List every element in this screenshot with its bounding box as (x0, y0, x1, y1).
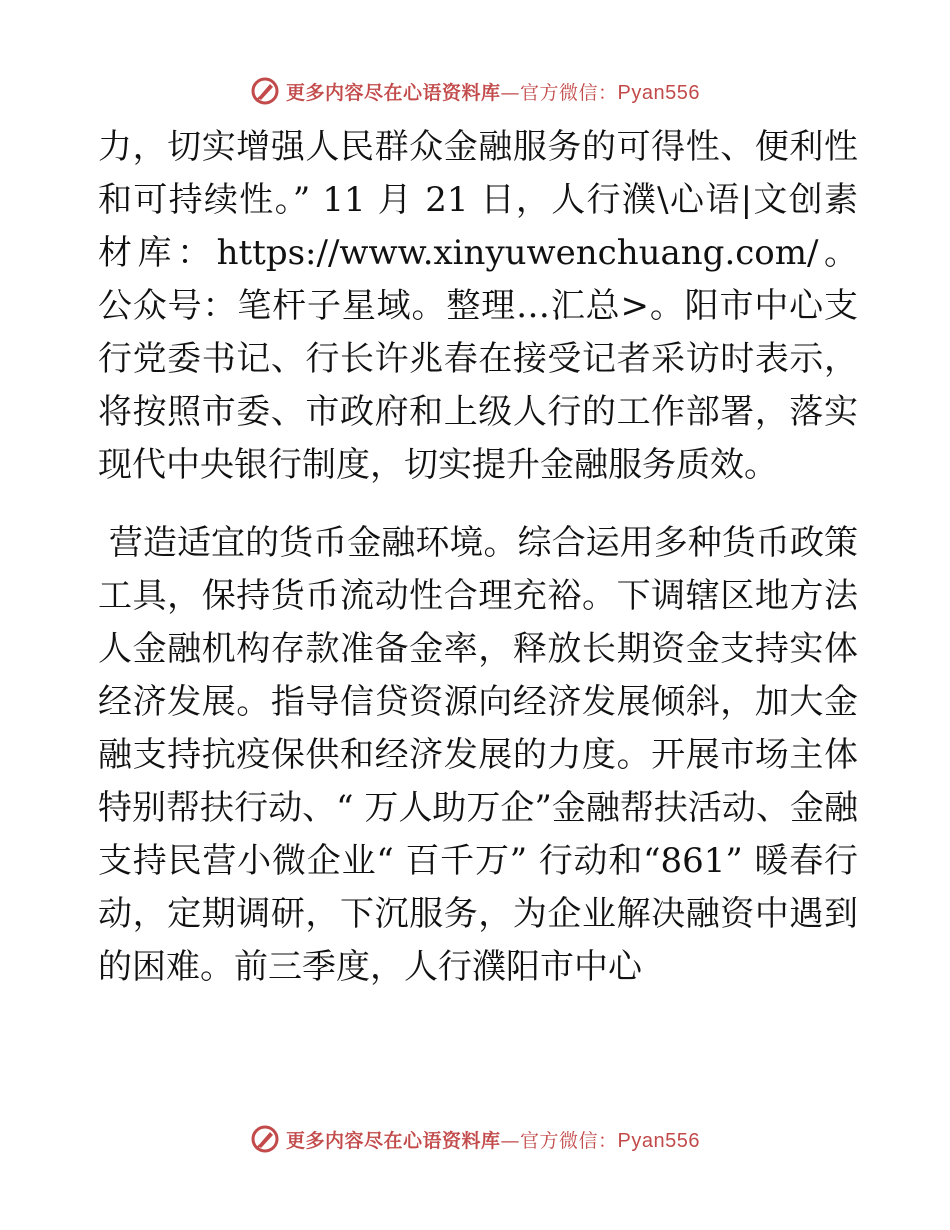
banner-main-text: 更多内容尽在心语资料库 (286, 1129, 501, 1152)
banner-text (286, 1126, 700, 1153)
banner-main-text: 更多内容尽在心语资料库 (286, 81, 501, 104)
banner-wechat-id: Pyan556 (617, 81, 700, 104)
header-watermark-banner (0, 71, 950, 111)
banner-separator: — (500, 1129, 521, 1152)
banner-separator: — (500, 81, 521, 104)
body-paragraph-1: 力，切实增强人民群众金融服务的可得性、便利性和可持续性。” 11 月 21 日，人行濮\心语|文创素材库：https://www.xinyuwenchuang.com/。公众号：笔杆子星域。整理…汇总>。阳市中心支行党委书记、行长许兆春在接受记者采访时表示，将按照市委、市政府和上级人行的工作部署，落实现代中央银行制度，切实提升金融服务质效。 (98, 127, 858, 485)
document-body (98, 121, 858, 994)
banner-wechat-label: 官方微信： (520, 81, 618, 104)
banner-wechat-id: Pyan556 (617, 1129, 700, 1152)
footer-watermark-banner (0, 1119, 950, 1159)
banner-text (286, 78, 700, 105)
quill-ink-logo-icon (250, 1124, 280, 1154)
quill-ink-logo-icon (250, 76, 280, 106)
body-paragraph-2: 营造适宜的货币金融环境。综合运用多种货币政策工具，保持货币流动性合理充裕。下调辖区地方法人金融机构存款准备金率，释放长期资金支持实体经济发展。指导信贷资源向经济发展倾斜，加大金融支持抗疫保供和经济发展的力度。开展市场主体特别帮扶行动、“ 万人助万企”金融帮扶活动、金融支持民营小微企业“ 百千万” 行动和“861” 暖春行动，定期调研，下沉服务，为企业解决融资中遇到的困难。前三季度，人行濮阳市中心 (98, 523, 859, 987)
banner-wechat-label: 官方微信： (520, 1129, 618, 1152)
